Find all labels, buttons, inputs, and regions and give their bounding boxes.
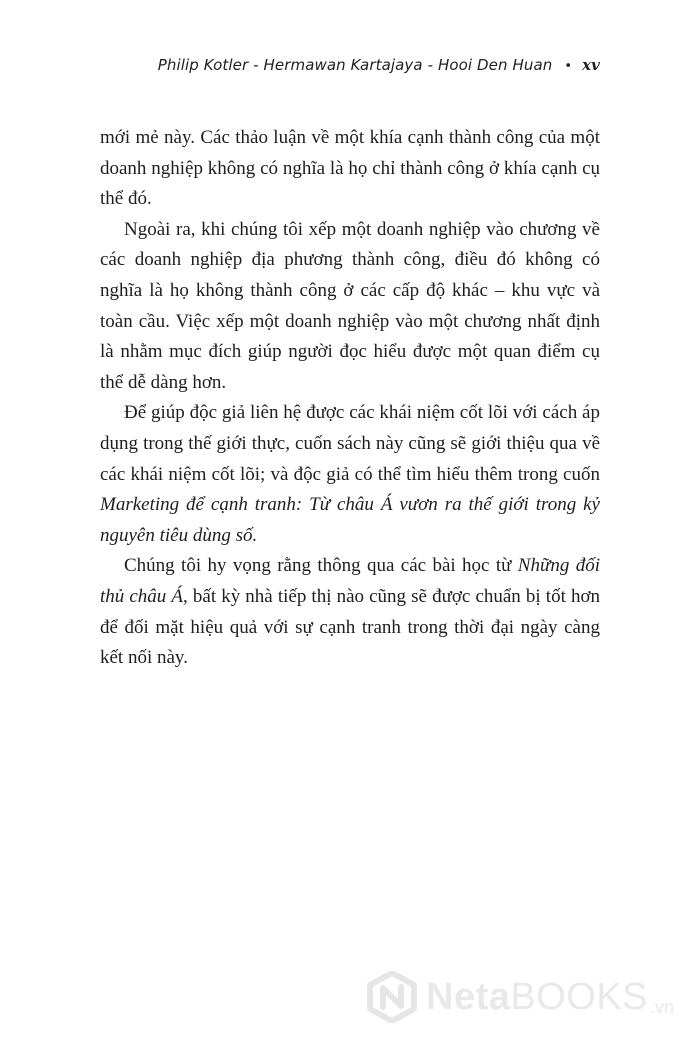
book-title-asian-competitors: Những đối thủ châu Á	[100, 555, 600, 607]
paragraph-1: mới mẻ này. Các thảo luận về một khía cạnh thành công của một doanh nghiệp không có nghĩa là họ chỉ thành công ở khía cạnh cụ thể đó.	[100, 127, 600, 210]
watermark-brand-bold: Neta	[426, 975, 511, 1018]
watermark-tld: .vn	[650, 997, 675, 1017]
watermark-brand	[426, 976, 648, 1019]
book-title-marketing: Marketing để cạnh tranh: Từ châu Á vươn ra thế giới trong kỷ nguyên tiêu dùng số.	[100, 494, 600, 546]
watermark	[366, 962, 674, 1032]
paragraph-3	[100, 398, 600, 551]
header-authors: Philip Kotler - Hermawan Kartajaya - Hooi Den Huan	[157, 56, 553, 74]
header-separator: •	[564, 59, 573, 74]
paragraph-4-text-before: Chúng tôi hy vọng rằng thông qua các bài học từ	[124, 555, 518, 577]
paragraph-3-text: Để giúp độc giả liên hệ được các khái niệm cốt lõi với cách áp dụng trong thế giới thực, cuốn sách này cũng sẽ giới thiệu qua về các khái niệm cốt lõi; và độc giả có thể tìm hiểu thêm trong cuốn	[100, 402, 600, 485]
paragraph-4-text-after: , bất kỳ nhà tiếp thị nào cũng sẽ được chuẩn bị tốt hơn để đối mặt hiệu quả với sự cạnh tranh trong thời đại ngày càng kết nối này.	[100, 585, 600, 669]
running-header	[158, 56, 600, 74]
watermark-brand-light: BOOKS	[510, 975, 649, 1018]
paragraph-4	[100, 551, 600, 673]
paragraph-2: Ngoài ra, khi chúng tôi xếp một doanh nghiệp vào chương về các doanh nghiệp địa phương thành công, điều đó không có nghĩa là họ không thành công ở các cấp độ khác – khu vực và toàn cầu. Việc xếp một doanh nghiệp vào một chương nhất định là nhằm mục đích giúp người đọc hiểu được một quan điểm cụ thể dễ dàng hơn.	[100, 218, 600, 393]
page-number: xv	[582, 56, 600, 74]
netabooks-logo-icon	[366, 971, 418, 1023]
body-text	[100, 123, 600, 674]
